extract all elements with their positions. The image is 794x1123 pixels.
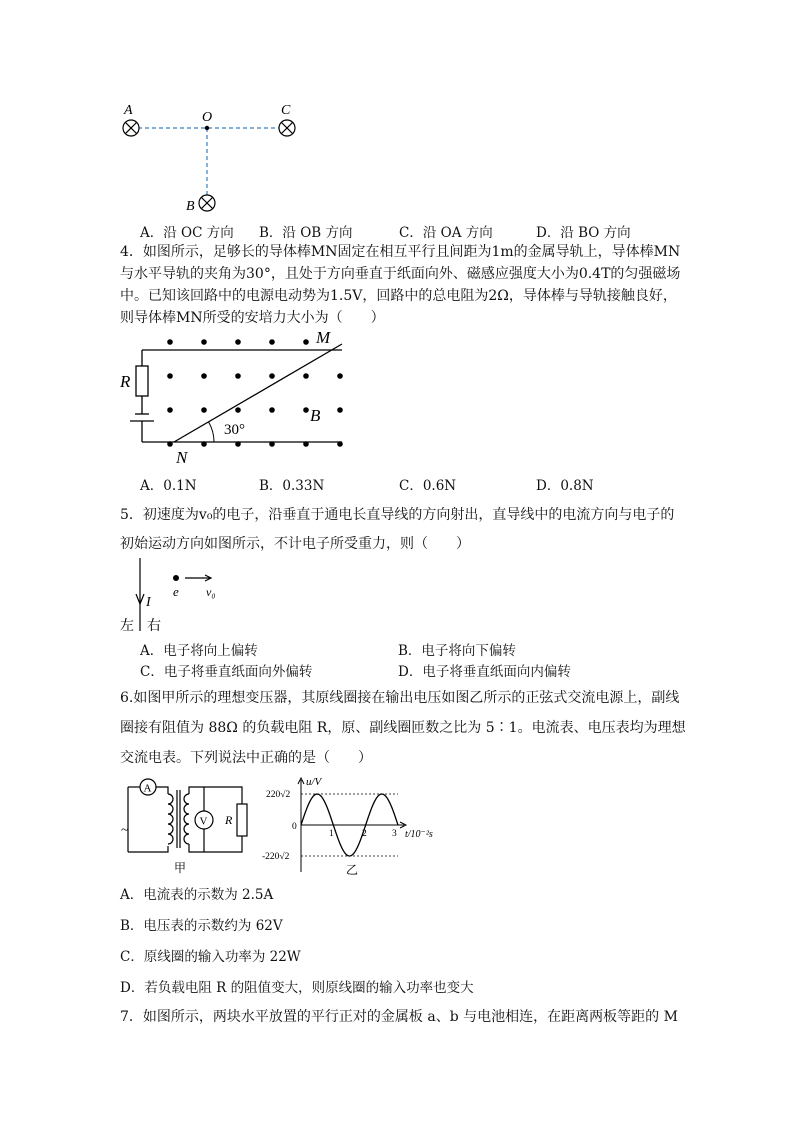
label-b-field: B	[310, 406, 321, 425]
rod-mn	[174, 344, 342, 442]
q4-line-2: 与水平导轨的夹角为30°，且处于方向垂直于纸面向外、磁感应强度大小为0.4T的匀强磁场	[120, 266, 681, 282]
caption-yi: 乙	[346, 863, 359, 877]
label-r: R	[120, 372, 131, 391]
y-min-label: -220√2	[262, 852, 290, 862]
q5-line-1: 5．初速度为v₀的电子，沿垂直于通电长直导线的方向射出，直导线中的电流方向与电子的	[120, 507, 675, 523]
q5-option-b[interactable]: B．电子将向下偏转	[398, 643, 516, 659]
primary-coil-icon	[168, 794, 173, 844]
caption-jia: 甲	[174, 861, 187, 875]
wire-b-icon	[199, 195, 215, 211]
label-b: B	[186, 199, 195, 214]
q4-line-1: 4．如图所示，足够长的导体棒MN固定在相互平行且间距为1m的金属导轨上，导体棒MN	[120, 244, 681, 260]
ac-source-icon: ~	[121, 823, 129, 838]
y-axis-label: u/V	[306, 776, 322, 788]
q5-figure	[115, 556, 235, 636]
y-max-label: 220√2	[266, 790, 291, 800]
q3-option-a[interactable]: A．沿 OC 方向	[140, 225, 234, 241]
q3-option-b[interactable]: B．沿 OB 方向	[259, 225, 353, 241]
ammeter-label: A	[143, 782, 152, 795]
q4-option-b[interactable]: B．0.33N	[259, 478, 325, 494]
q4-option-d[interactable]: D．0.8N	[536, 478, 594, 494]
y-zero-label: 0	[292, 822, 297, 832]
x-tick-1: 1	[329, 829, 334, 839]
q3-option-c[interactable]: C．沿 OA 方向	[399, 225, 493, 241]
q5-option-a[interactable]: A．电子将向上偏转	[140, 643, 258, 659]
q4-figure	[110, 326, 360, 466]
q4-line-4: 则导体棒MN所受的安培力大小为（ ）	[120, 310, 385, 326]
label-angle: 30°	[224, 422, 245, 438]
resistor-label: R	[225, 813, 233, 827]
voltmeter-label: V	[199, 815, 208, 828]
label-m: M	[316, 328, 331, 347]
q4-option-c[interactable]: C．0.6N	[399, 478, 457, 494]
q6-option-c[interactable]: C．原线圈的输入功率为 22W	[120, 949, 301, 965]
q6-option-a[interactable]: A．电流表的示数为 2.5A	[120, 887, 274, 903]
resistor-r-icon	[237, 804, 247, 836]
label-i: I	[146, 595, 151, 610]
label-v0: v₀	[206, 585, 216, 599]
q6-option-d[interactable]: D．若负载电阻 R 的阻值变大，则原线圈的输入功率也变大	[120, 980, 474, 996]
q6-figure-yi	[262, 774, 452, 878]
secondary-coil-icon	[184, 794, 189, 844]
label-left: 左	[120, 619, 134, 634]
q5-option-d[interactable]: D．电子将垂直纸面向内偏转	[398, 664, 571, 680]
q6-option-b[interactable]: B．电压表的示数约为 62V	[120, 918, 283, 934]
point-o	[205, 126, 209, 130]
electron-dot	[173, 575, 179, 581]
q3-option-d[interactable]: D．沿 BO 方向	[536, 225, 631, 241]
q4-line-3: 中。已知该回路中的电源电动势为1.5V，回路中的总电阻为2Ω，导体棒与导轨接触良好，	[120, 288, 677, 304]
q6-line-1: 6.如图甲所示的理想变压器，其原线圈接在输出电压如图乙所示的正弦式交流电源上，副线	[120, 690, 680, 706]
x-axis-label: t/10⁻²s	[405, 829, 433, 840]
x-tick-2: 2	[362, 829, 367, 839]
wire-a-icon	[123, 120, 139, 136]
x-tick-3: 3	[392, 829, 397, 839]
q6-line-3: 交流电表。下列说法中正确的是（ ）	[120, 750, 372, 766]
q4-option-a[interactable]: A．0.1N	[140, 478, 197, 494]
q6-line-2: 圈接有阻值为 88Ω 的负载电阻 R，原、副线圈匝数之比为 5∶1。电流表、电压表均为理想	[120, 720, 686, 736]
q6-figure-jia	[118, 774, 253, 878]
resistor-icon	[136, 366, 148, 396]
label-n: N	[176, 448, 188, 466]
wire-c-icon	[279, 120, 295, 136]
label-o: O	[202, 110, 213, 125]
label-e: e	[173, 584, 179, 599]
label-a: A	[124, 103, 133, 118]
q5-option-c[interactable]: C．电子将垂直纸面向外偏转	[140, 664, 313, 680]
label-right: 右	[147, 619, 161, 634]
q5-line-2: 初始运动方向如图所示，不计电子所受重力，则（ ）	[120, 536, 470, 552]
q3-figure	[110, 100, 310, 220]
q7-line-1: 7．如图所示，两块水平放置的平行正对的金属板 a、b 与电池相连，在距离两板等距的 M	[120, 1009, 678, 1025]
label-c: C	[281, 103, 291, 118]
